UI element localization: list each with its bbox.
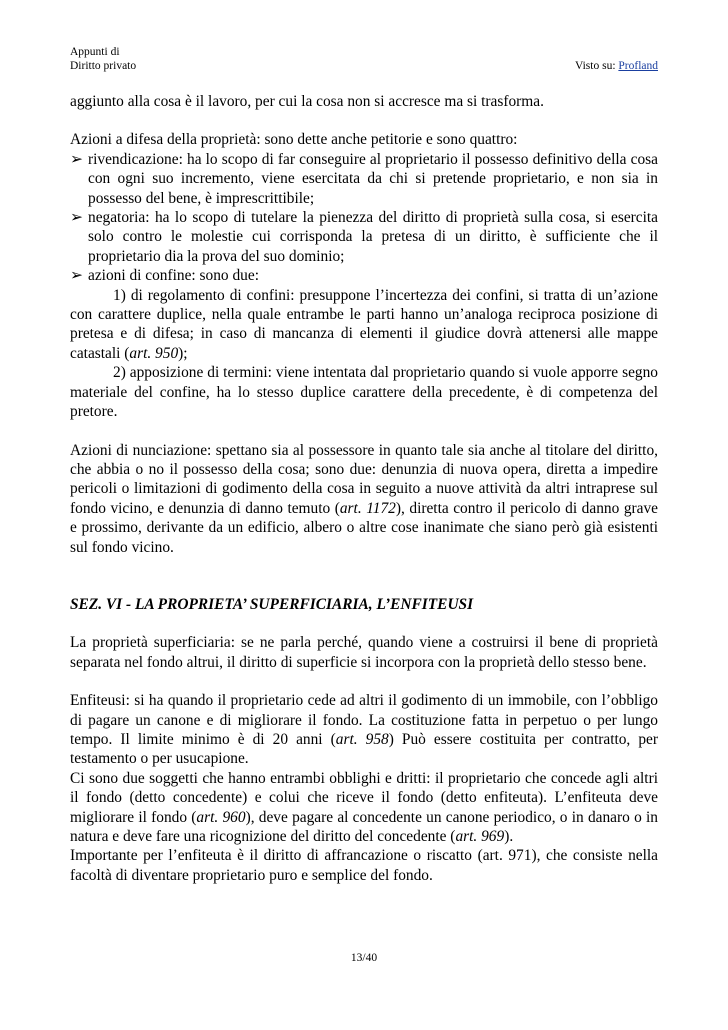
bullet-rivendicazione: ➢ rivendicazione: ha lo scopo di far conseguire al proprietario il possesso definitivo della cosa con ogni suo incremento, viene esercitata da chi si pretende proprietario, e non sia in possesso del bene, è imprescrittibile; [70, 150, 658, 207]
intro-paragraph: aggiunto alla cosa è il lavoro, per cui la cosa non si accresce ma si trasforma. [70, 93, 544, 110]
proprieta-superficiaria: La proprietà superficiaria: se ne parla perché, quando viene a costruirsi il bene di proprietà separata nel fondo altrui, il diritto di superficie si incorpora con la proprietà dello stesso bene. [70, 634, 658, 671]
document-body [70, 92, 658, 885]
enfiteusi-soggetti: Ci sono due soggetti che hanno entrambi obblighi e dritti: il proprietario che concede agli altri il fondo (detto concedente) e colui che riceve il fondo (detto enfiteuta). L’enfiteuta deve migliorare il fondo (art. 960), deve pagare al concedente un canone periodico, o in danaro o in natura e deve fare una ricognizione del diritto del concedente (art. 969). [70, 769, 658, 845]
visto-label: Visto su: [574, 60, 619, 72]
apposizione-termini: 2) apposizione di termini: viene intentata dal proprietario quando si vuole apporre segno materiale del confine, ha lo stesso duplice carattere della precedente, è di competenza del pretore. [70, 364, 658, 421]
bullet-negatoria: ➢ negatoria: ha lo scopo di tutelare la pienezza del diritto di proprietà sulla cosa, si esercita solo contro le molestie cui corrisponda la pretesa di un diritto, è sufficiente che il proprietario dia la prova del suo dominio; [70, 209, 658, 265]
bullet-azioni-confine: ➢ azioni di confine: sono due: [70, 267, 259, 285]
source-note [575, 59, 658, 73]
azioni-nunciazione: Azioni di nunciazione: spettano sia al possessore in quanto tale sia anche al titolare del diritto, che abbia o no il possesso della cosa; sono due: denunzia di nuova opera, diretta a impedire pericoli o limitazioni di godimento della cosa in seguito a nuove attività da altri intraprese sul fondo vicino, e denunzia di danno temuto (art. 1172), diretta contro il pericolo di danno grave e prossimo, derivante da un edificio, albero o altre cose inanimate che siano però già esistenti sul fondo vicino. [70, 441, 658, 556]
page-number: 13/40 [350, 952, 378, 964]
header-line-1: Appunti di [70, 46, 120, 58]
arrow-bullet-icon: ➢ [70, 267, 83, 285]
section-title: SEZ. VI - LA PROPRIETA’ SUPERFICIARIA, L’ENFITEUSI [70, 595, 474, 613]
header-line-2: Diritto privato [70, 60, 137, 72]
azioni-difesa-heading: Azioni a difesa della proprietà: sono dette anche petitorie e sono quattro: [70, 131, 518, 149]
enfiteusi-affrancazione: Importante per l’enfiteuta è il diritto di affrancazione o riscatto (art. 971), che consiste nella facoltà di diventare proprietario puro e semplice del fondo. [70, 847, 658, 884]
arrow-bullet-icon: ➢ [70, 150, 83, 168]
arrow-bullet-icon: ➢ [70, 209, 83, 227]
profland-link[interactable]: Profland [618, 60, 658, 72]
enfiteusi-definizione: Enfiteusi: si ha quando il proprietario cede ad altri il godimento di un immobile, con l’obbligo di pagare un canone e di migliorare il fondo. La costituzione fatta in perpetuo o per lungo tempo. Il limite minimo è di 20 anni (art. 958) Può essere costituita per contratto, per testamento o per usucapione. [70, 692, 658, 768]
regolamento-confini: 1) di regolamento di confini: presuppone l’incertezza dei confini, si tratta di un’azione con carattere duplice, nella quale entrambe le parti hanno un’analoga reciproca posizione di pretesa e di difesa; in caso di mancanza di elementi il giudice dovrà attenersi alle mappe catastali (art. 950); [70, 286, 658, 362]
page-header [70, 45, 658, 73]
